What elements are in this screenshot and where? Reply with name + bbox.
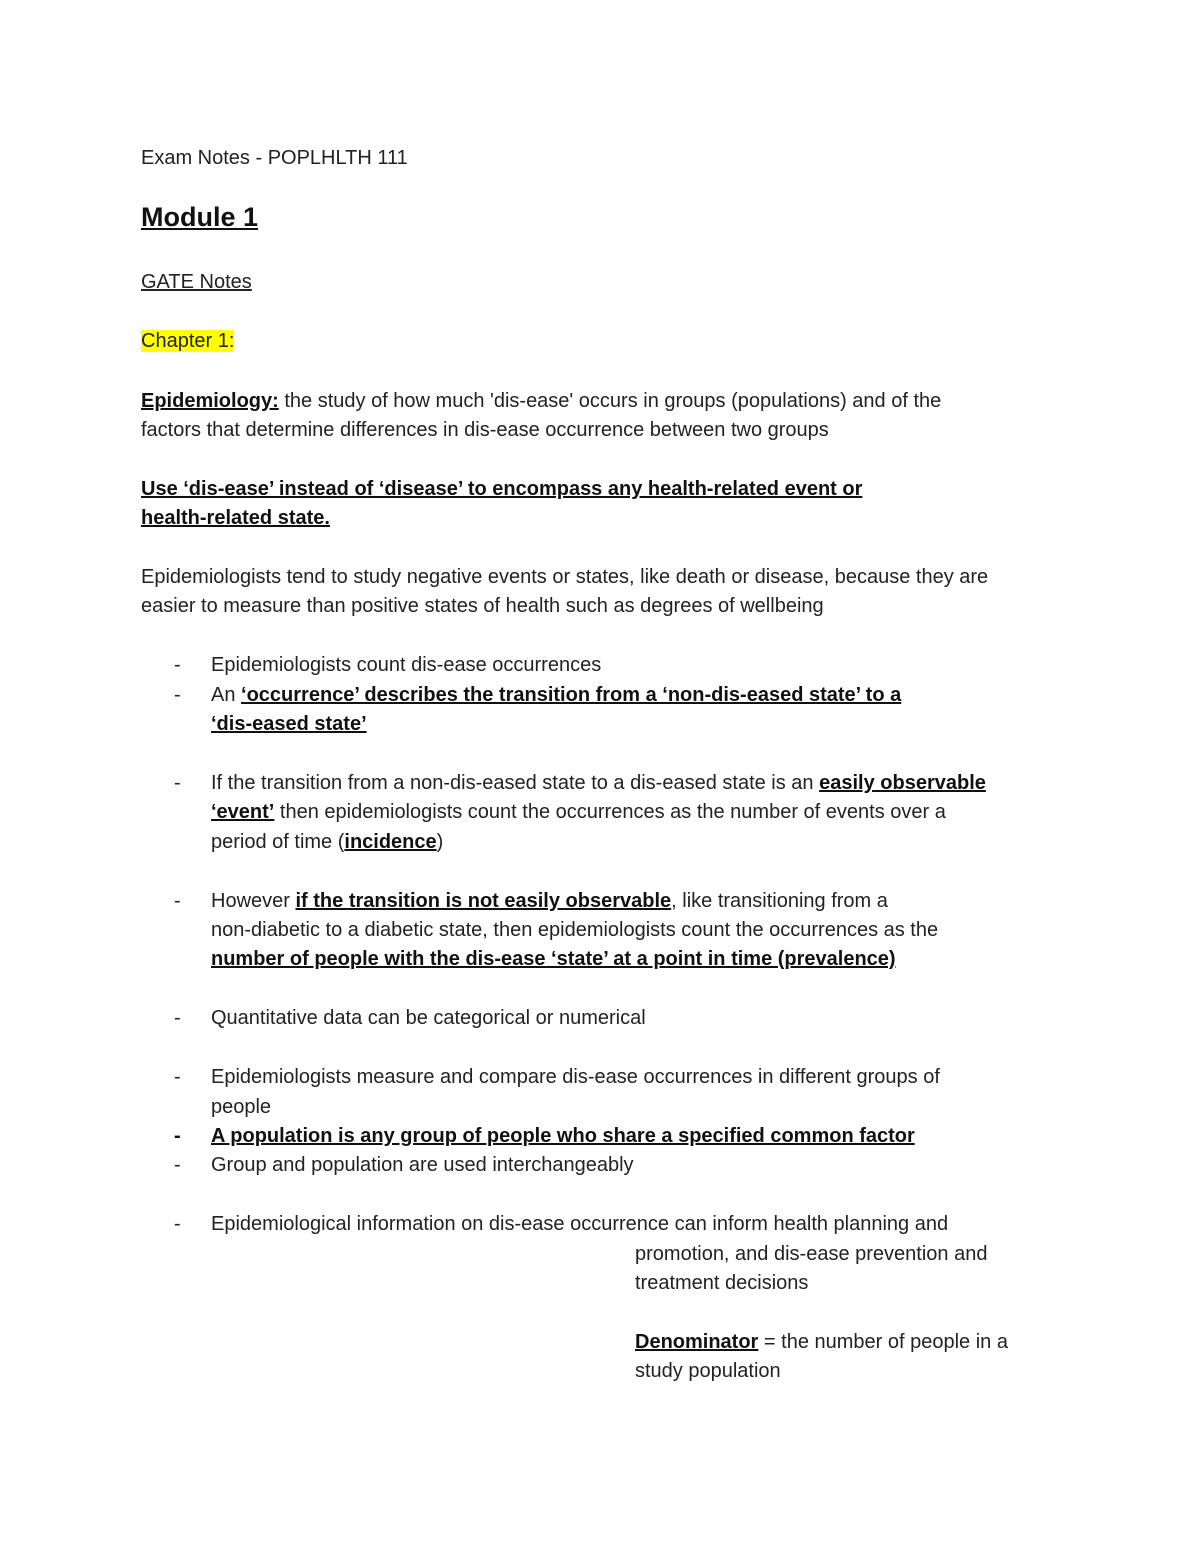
event-term: ‘event’ (211, 801, 275, 823)
bullet-3-bold: easily observable (819, 772, 986, 794)
bullet-4-line-2: non-diabetic to a diabetic state, then epidemiologists count the occurrences as the (211, 919, 939, 941)
bullet-marker: - (174, 1154, 181, 1176)
bullet-6-line-1: Epidemiologists measure and compare dis-ease occurrences in different groups of (211, 1066, 940, 1088)
paragraph-line-1: Epidemiologists tend to study negative events or states, like death or disease, because they are (141, 566, 989, 588)
denominator-term: Denominator (635, 1331, 759, 1353)
bullet-marker: - (174, 1066, 181, 1088)
bullet-2-line-1 (211, 680, 901, 710)
note-line-1: Use ‘dis-ease’ instead of ‘disease’ to encompass any health-related event or (141, 478, 863, 500)
bullet-5: Quantitative data can be categorical or numerical (211, 1007, 646, 1029)
bullet-3-line-2 (211, 797, 946, 827)
bullet-3-line-3 (211, 827, 443, 857)
chapter-highlight: Chapter 1: (141, 330, 235, 352)
bullet-4-line-1 (211, 886, 888, 916)
incidence-term: incidence (344, 831, 437, 853)
definition-term: Epidemiology: (141, 390, 279, 412)
bullet-marker: - (174, 654, 181, 676)
denominator-line-1 (635, 1327, 1008, 1357)
bullet-6-line-2: people (211, 1096, 272, 1118)
bullet-2-bold: ‘occurrence’ describes the transition from a ‘non-dis-eased state’ to a (241, 684, 902, 706)
bullet-1: Epidemiologists count dis-ease occurrences (211, 654, 602, 676)
paragraph-line-2: easier to measure than positive states of health such as degrees of wellbeing (141, 595, 824, 617)
bullet-9-line-3: treatment decisions (635, 1272, 809, 1294)
document-title: Exam Notes - POPLHLTH 111 (141, 147, 408, 169)
bullet-3-text: If the transition from a non-dis-eased state to a dis-eased state is an (211, 772, 820, 794)
bullet-3-text-2: then epidemiologists count the occurrences as the number of events over a (274, 801, 946, 823)
bullet-marker: - (174, 684, 181, 706)
denominator-line-2: study population (635, 1360, 781, 1382)
bullet-4-end: , like transitioning from a (671, 890, 888, 912)
module-heading: Module 1 (141, 202, 259, 232)
definition-line-2: factors that determine differences in dis-ease occurrence between two groups (141, 419, 829, 441)
definition-text-1: the study of how much 'dis-ease' occurs in groups (populations) and of the (278, 390, 942, 412)
bullet-marker: - (174, 772, 181, 794)
bullet-7: A population is any group of people who share a specified common factor (211, 1125, 915, 1147)
bullet-marker: - (174, 1213, 181, 1235)
bullet-marker: - (174, 1125, 181, 1147)
bullet-3-line-1 (211, 768, 986, 798)
definition-line-1 (141, 386, 941, 416)
bullet-4-text: However (211, 890, 296, 912)
bullet-4-line-3: number of people with the dis-ease ‘state’ at a point in time (prevalence) (211, 948, 896, 970)
bullet-4-bold: if the transition is not easily observable (295, 890, 672, 912)
bullet-9-line-1: Epidemiological information on dis-ease occurrence can inform health planning and (211, 1213, 949, 1235)
bullet-2-prefix: An (211, 684, 242, 706)
bullet-3-end: ) (436, 831, 444, 853)
bullet-8: Group and population are used interchangeably (211, 1154, 634, 1176)
bullet-3-text-3: period of time ( (211, 831, 345, 853)
denominator-text: = the number of people in a (758, 1331, 1008, 1353)
bullet-marker: - (174, 1007, 181, 1029)
note-line-2: health-related state. (141, 507, 330, 529)
bullet-2-line-2: ‘dis-eased state’ (211, 713, 367, 735)
bullet-marker: - (174, 890, 181, 912)
chapter-heading (141, 326, 234, 356)
gate-notes-heading: GATE Notes (141, 271, 252, 293)
bullet-9-line-2: promotion, and dis-ease prevention and (635, 1243, 988, 1265)
